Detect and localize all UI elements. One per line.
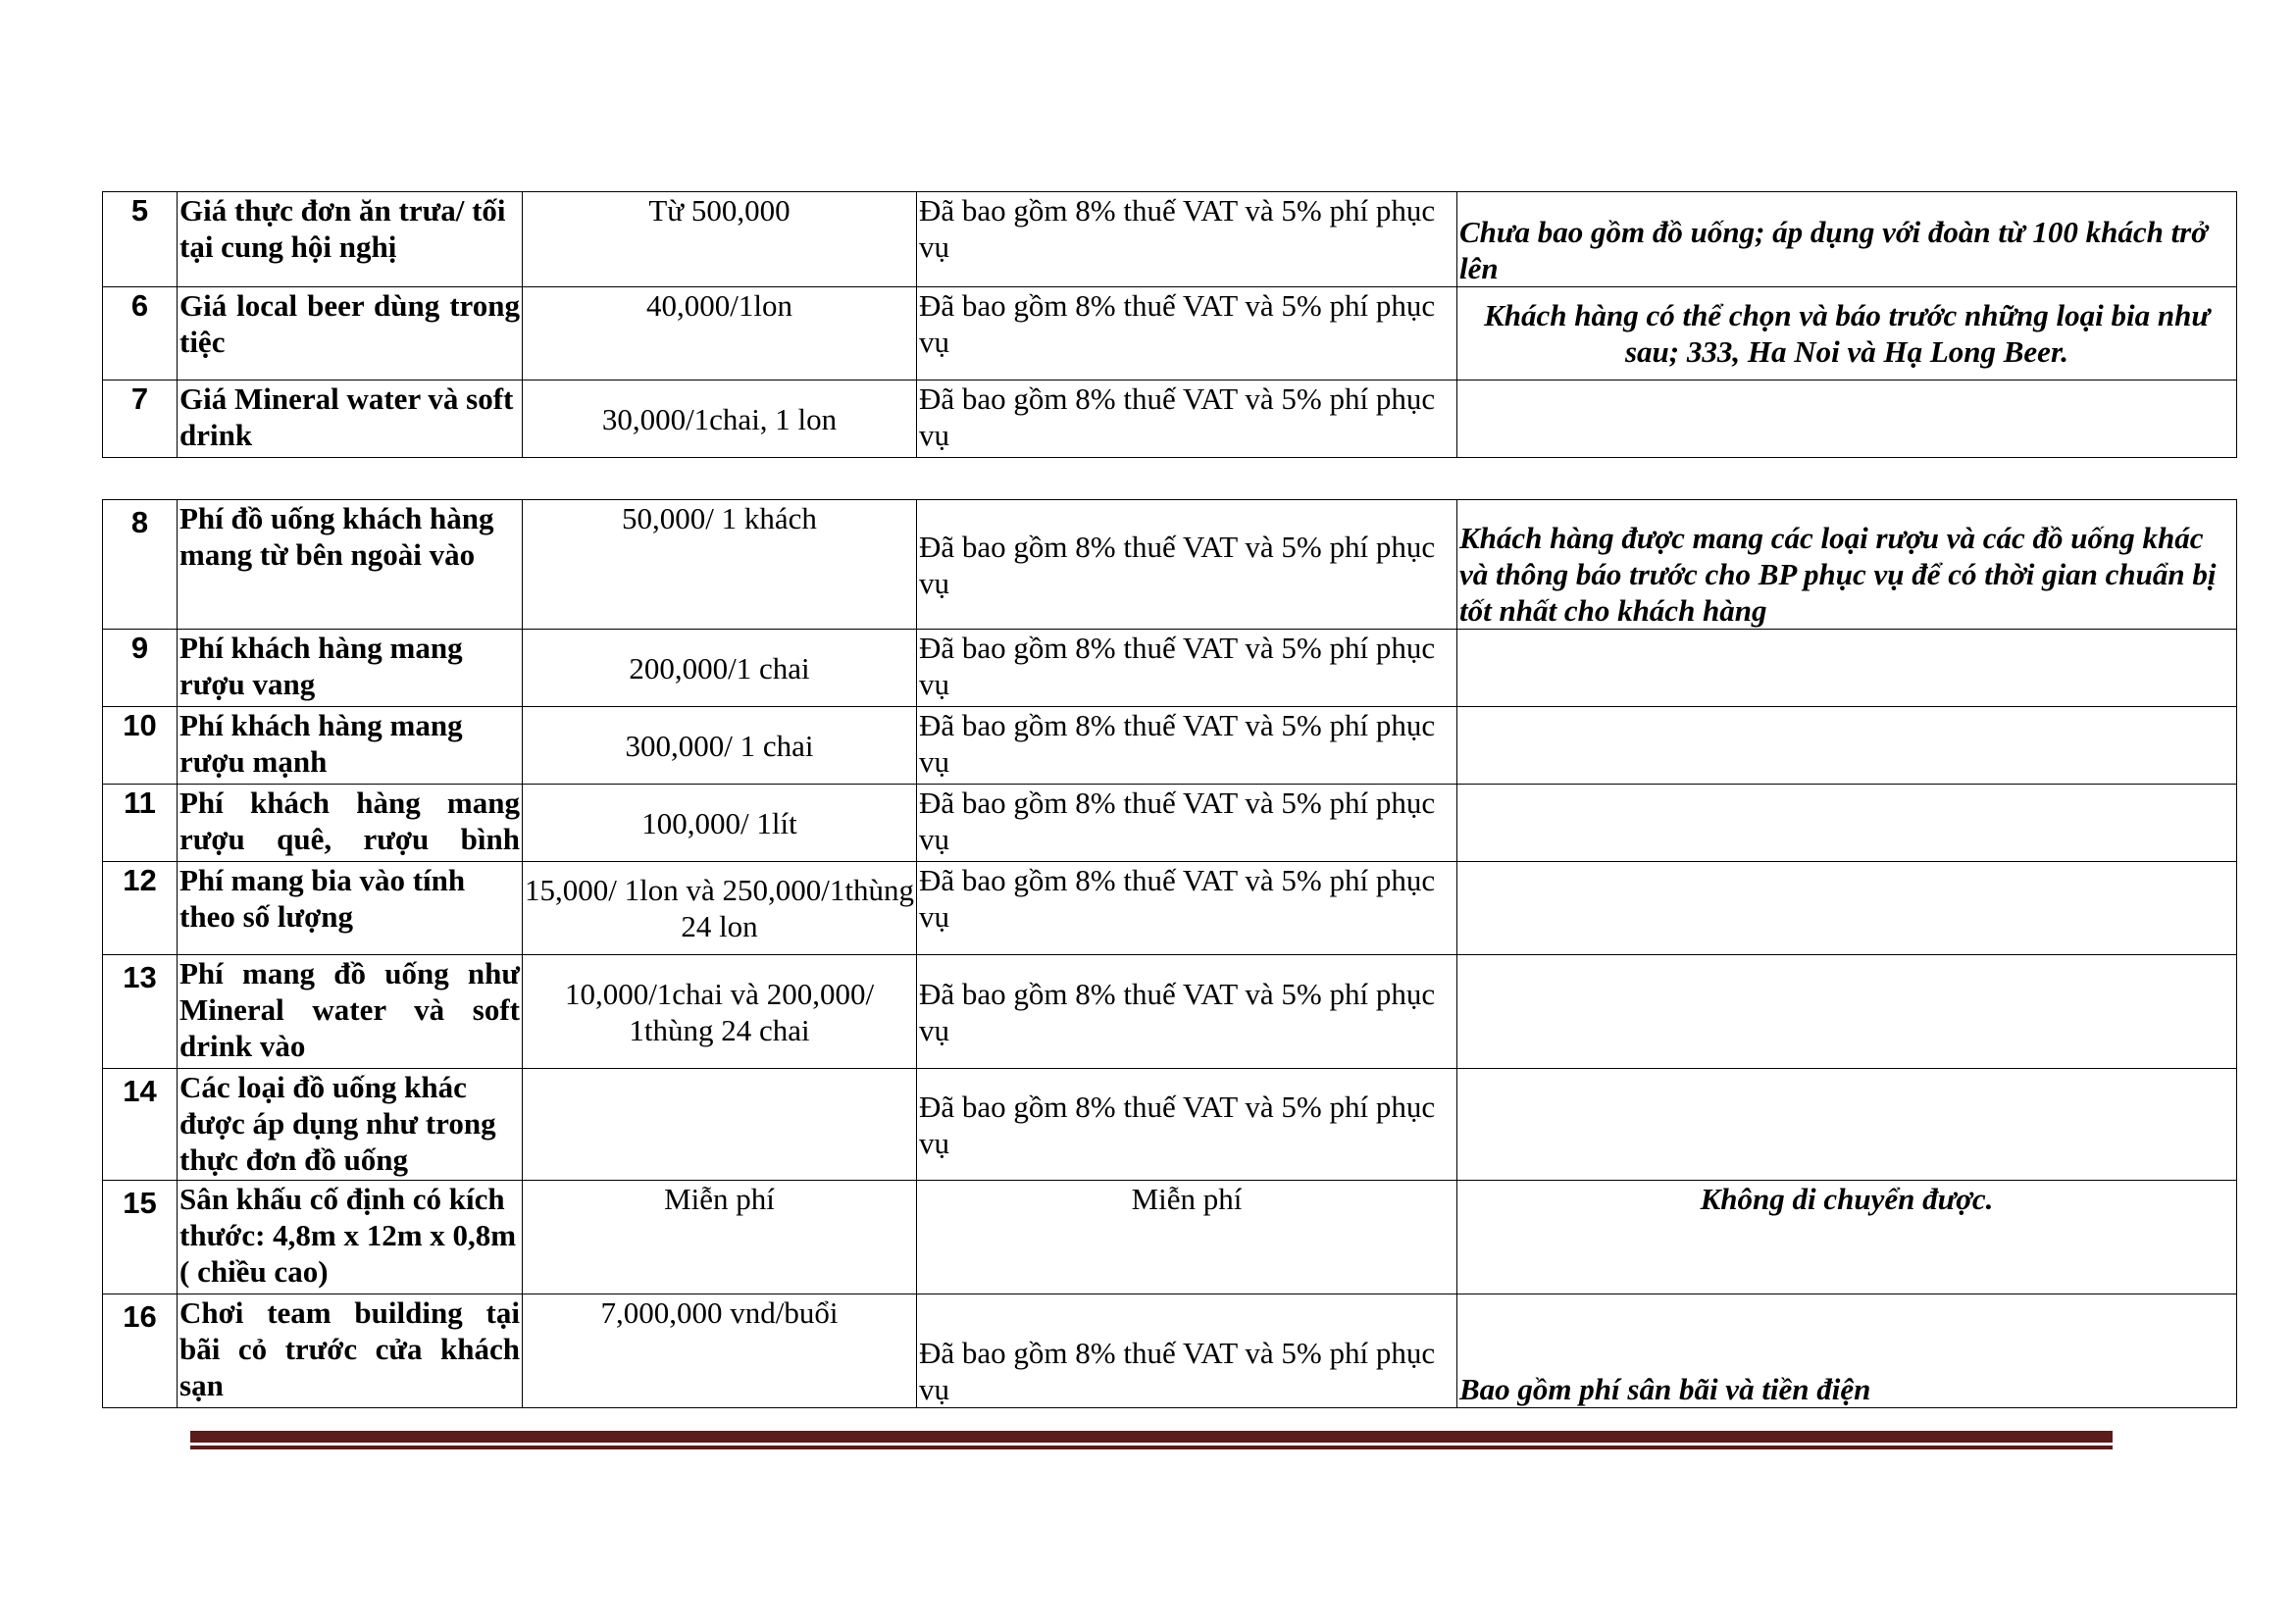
fee-table-top (102, 191, 2237, 458)
price-value: Miễn phí (523, 1181, 917, 1294)
row-number: 6 (103, 287, 178, 381)
remark (1457, 630, 2237, 707)
remark: Chưa bao gồm đồ uống; áp dụng với đoàn từ 100 khách trở lên (1457, 192, 2237, 287)
table-row (103, 785, 2237, 862)
row-number: 12 (103, 862, 178, 955)
price-value: Từ 500,000 (523, 192, 917, 287)
price-value: 200,000/1 chai (523, 630, 917, 707)
table-row (103, 500, 2237, 630)
row-number: 15 (103, 1181, 178, 1294)
remark (1457, 862, 2237, 955)
item-name: Giá Mineral water và soft drink (178, 381, 523, 458)
remark (1457, 785, 2237, 862)
tax-note: Đã bao gồm 8% thuế VAT và 5% phí phục vụ (917, 1069, 1457, 1181)
remark (1457, 381, 2237, 458)
row-number: 14 (103, 1069, 178, 1181)
item-name: Giá local beer dùng trong tiệc (178, 287, 523, 381)
table-row (103, 1181, 2237, 1294)
table-row (103, 287, 2237, 381)
tax-note: Đã bao gồm 8% thuế VAT và 5% phí phục vụ (917, 785, 1457, 862)
price-value: 15,000/ 1lon và 250,000/1thùng 24 lon (523, 862, 917, 955)
item-name: Phí mang đồ uống như Mineral water và soft drink vào (178, 955, 523, 1069)
tax-note: Đã bao gồm 8% thuế VAT và 5% phí phục vụ (917, 630, 1457, 707)
price-value: 300,000/ 1 chai (523, 707, 917, 785)
row-number: 7 (103, 381, 178, 458)
price-value: 50,000/ 1 khách (523, 500, 917, 630)
item-name: Phí đồ uống khách hàng mang từ bên ngoài vào (178, 500, 523, 630)
table-row (103, 862, 2237, 955)
row-number: 13 (103, 955, 178, 1069)
price-value: 100,000/ 1lít (523, 785, 917, 862)
remark: Khách hàng có thể chọn và báo trước những loại bia như sau; 333, Ha Noi và Hạ Long Beer. (1457, 287, 2237, 381)
remark (1457, 955, 2237, 1069)
tax-note: Đã bao gồm 8% thuế VAT và 5% phí phục vụ (917, 500, 1457, 630)
footer-rule-thick (190, 1431, 2113, 1443)
price-value: 40,000/1lon (523, 287, 917, 381)
item-name: Phí khách hàng mang rượu quê, rượu bình (178, 785, 523, 862)
price-value: 30,000/1chai, 1 lon (523, 381, 917, 458)
price-value: 10,000/1chai và 200,000/ 1thùng 24 chai (523, 955, 917, 1069)
tax-note: Đã bao gồm 8% thuế VAT và 5% phí phục vụ (917, 192, 1457, 287)
row-number: 16 (103, 1294, 178, 1408)
item-name: Các loại đồ uống khác được áp dụng như trong thực đơn đồ uống (178, 1069, 523, 1181)
item-name: Chơi team building tại bãi cỏ trước cửa khách sạn (178, 1294, 523, 1408)
table-row (103, 630, 2237, 707)
tax-note: Đã bao gồm 8% thuế VAT và 5% phí phục vụ (917, 707, 1457, 785)
row-number: 8 (103, 500, 178, 630)
item-name: Sân khấu cố định có kích thước: 4,8m x 12m x 0,8m ( chiều cao) (178, 1181, 523, 1294)
item-name: Phí khách hàng mang rượu vang (178, 630, 523, 707)
remark: Bao gồm phí sân bãi và tiền điện (1457, 1294, 2237, 1408)
tax-note: Đã bao gồm 8% thuế VAT và 5% phí phục vụ (917, 862, 1457, 955)
footer-rule-thin (190, 1446, 2113, 1449)
tax-note: Đã bao gồm 8% thuế VAT và 5% phí phục vụ (917, 955, 1457, 1069)
item-name: Phí mang bia vào tính theo số lượng (178, 862, 523, 955)
table-row (103, 1069, 2237, 1181)
tax-note: Đã bao gồm 8% thuế VAT và 5% phí phục vụ (917, 381, 1457, 458)
tax-note: Đã bao gồm 8% thuế VAT và 5% phí phục vụ (917, 287, 1457, 381)
remark (1457, 1069, 2237, 1181)
item-name: Phí khách hàng mang rượu mạnh (178, 707, 523, 785)
remark: Khách hàng được mang các loại rượu và các đồ uống khác và thông báo trước cho BP phục vụ để có thời gian chuẩn bị tốt nhất cho khách hàng (1457, 500, 2237, 630)
tax-note: Đã bao gồm 8% thuế VAT và 5% phí phục vụ (917, 1294, 1457, 1408)
row-number: 11 (103, 785, 178, 862)
price-value: 7,000,000 vnd/buổi (523, 1294, 917, 1408)
remark (1457, 707, 2237, 785)
row-number: 5 (103, 192, 178, 287)
remark: Không di chuyển được. (1457, 1181, 2237, 1294)
row-number: 9 (103, 630, 178, 707)
table-row (103, 707, 2237, 785)
price-value (523, 1069, 917, 1181)
table-row (103, 381, 2237, 458)
item-name: Giá thực đơn ăn trưa/ tối tại cung hội nghị (178, 192, 523, 287)
row-number: 10 (103, 707, 178, 785)
table-row (103, 1294, 2237, 1408)
table-row (103, 192, 2237, 287)
fee-table-bottom (102, 499, 2237, 1408)
tax-note: Miễn phí (917, 1181, 1457, 1294)
table-row (103, 955, 2237, 1069)
